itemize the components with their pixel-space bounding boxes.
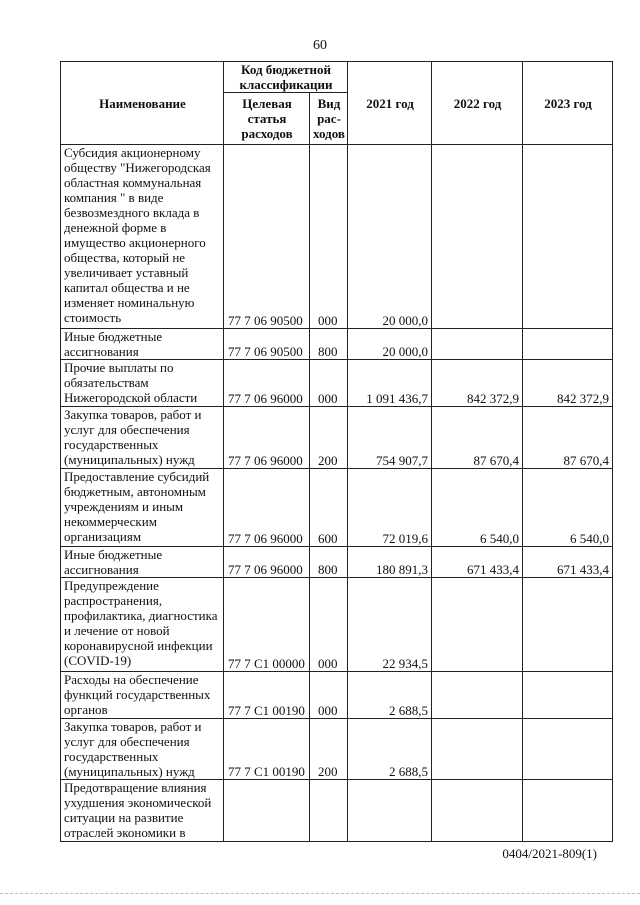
row-value-2023 bbox=[523, 145, 613, 329]
row-value-2023 bbox=[523, 672, 613, 719]
row-value-2021: 754 907,7 bbox=[348, 407, 432, 469]
row-value-2022 bbox=[432, 145, 523, 329]
row-target-article: 77 7 06 96000 bbox=[224, 469, 310, 547]
row-value-2022: 842 372,9 bbox=[432, 360, 523, 407]
header-2022: 2022 год bbox=[432, 62, 523, 145]
row-value-2022 bbox=[432, 672, 523, 719]
row-value-2021: 20 000,0 bbox=[348, 329, 432, 360]
row-value-2022: 87 670,4 bbox=[432, 407, 523, 469]
row-name: Прочие выплаты по обязательствам Нижегородской области bbox=[61, 360, 224, 407]
row-target-article: 77 7 C1 00000 bbox=[224, 578, 310, 672]
table-row bbox=[61, 145, 613, 329]
row-value-2023 bbox=[523, 329, 613, 360]
table-row bbox=[61, 672, 613, 719]
budget-table bbox=[60, 61, 613, 842]
row-target-article: 77 7 06 96000 bbox=[224, 547, 310, 578]
header-2023: 2023 год bbox=[523, 62, 613, 145]
table-row bbox=[61, 780, 613, 842]
header-target-article: Целевая статья расходов bbox=[224, 93, 310, 145]
row-name: Иные бюджетные ассигнования bbox=[61, 329, 224, 360]
row-target-article: 77 7 06 90500 bbox=[224, 145, 310, 329]
row-expense-kind: 600 bbox=[310, 469, 348, 547]
table-row bbox=[61, 547, 613, 578]
header-2021: 2021 год bbox=[348, 62, 432, 145]
row-target-article bbox=[224, 780, 310, 842]
row-value-2023 bbox=[523, 719, 613, 780]
table-row bbox=[61, 407, 613, 469]
row-name: Закупка товаров, работ и услуг для обеспечения государственных (муниципальных) нужд bbox=[61, 719, 224, 780]
row-name: Субсидия акционерному обществу "Нижегородская областная коммунальная компания " в виде безвозмездного вклада в денежной форме в имущество акционерного общества, который не увеличивает уставный капитал общества и не изменяет номинальную стоимость bbox=[61, 145, 224, 329]
row-value-2022 bbox=[432, 719, 523, 780]
document-code: 0404/2021-809(1) bbox=[502, 846, 597, 861]
row-value-2021: 2 688,5 bbox=[348, 672, 432, 719]
row-value-2023: 6 540,0 bbox=[523, 469, 613, 547]
row-name: Иные бюджетные ассигнования bbox=[61, 547, 224, 578]
row-expense-kind: 200 bbox=[310, 719, 348, 780]
header-code-group: Код бюджетной классификации bbox=[224, 62, 348, 93]
table-row bbox=[61, 360, 613, 407]
row-value-2021: 2 688,5 bbox=[348, 719, 432, 780]
page-number: 60 bbox=[313, 38, 327, 53]
row-value-2022 bbox=[432, 329, 523, 360]
row-value-2021: 22 934,5 bbox=[348, 578, 432, 672]
row-value-2023: 842 372,9 bbox=[523, 360, 613, 407]
row-name: Предупреждение распространения, профилактика, диагностика и лечение от новой коронавирусной инфекции (COVID-19) bbox=[61, 578, 224, 672]
row-value-2021: 72 019,6 bbox=[348, 469, 432, 547]
row-expense-kind: 800 bbox=[310, 547, 348, 578]
row-target-article: 77 7 C1 00190 bbox=[224, 672, 310, 719]
row-name: Расходы на обеспечение функций государственных органов bbox=[61, 672, 224, 719]
row-value-2023 bbox=[523, 578, 613, 672]
row-target-article: 77 7 C1 00190 bbox=[224, 719, 310, 780]
row-expense-kind: 200 bbox=[310, 407, 348, 469]
row-target-article: 77 7 06 96000 bbox=[224, 360, 310, 407]
row-value-2022: 671 433,4 bbox=[432, 547, 523, 578]
row-name: Предотвращение влияния ухудшения экономической ситуации на развитие отраслей экономики в bbox=[61, 780, 224, 842]
scan-edge-line bbox=[0, 893, 640, 894]
table-row bbox=[61, 469, 613, 547]
row-expense-kind: 000 bbox=[310, 672, 348, 719]
row-value-2023: 671 433,4 bbox=[523, 547, 613, 578]
row-value-2022 bbox=[432, 578, 523, 672]
row-name: Закупка товаров, работ и услуг для обеспечения государственных (муниципальных) нужд bbox=[61, 407, 224, 469]
row-value-2022 bbox=[432, 780, 523, 842]
header-expense-kind: Вид рас-ходов bbox=[310, 93, 348, 145]
row-expense-kind: 000 bbox=[310, 578, 348, 672]
row-name: Предоставление субсидий бюджетным, автономным учреждениям и иным некоммерческим организациям bbox=[61, 469, 224, 547]
table-row bbox=[61, 719, 613, 780]
row-value-2022: 6 540,0 bbox=[432, 469, 523, 547]
row-value-2021 bbox=[348, 780, 432, 842]
row-target-article: 77 7 06 90500 bbox=[224, 329, 310, 360]
row-expense-kind: 000 bbox=[310, 145, 348, 329]
row-expense-kind: 800 bbox=[310, 329, 348, 360]
row-expense-kind: 000 bbox=[310, 360, 348, 407]
row-expense-kind bbox=[310, 780, 348, 842]
row-value-2023 bbox=[523, 780, 613, 842]
header-name: Наименование bbox=[61, 62, 224, 145]
row-value-2021: 20 000,0 bbox=[348, 145, 432, 329]
row-value-2023: 87 670,4 bbox=[523, 407, 613, 469]
row-target-article: 77 7 06 96000 bbox=[224, 407, 310, 469]
table-row bbox=[61, 578, 613, 672]
row-value-2021: 1 091 436,7 bbox=[348, 360, 432, 407]
table-row bbox=[61, 329, 613, 360]
row-value-2021: 180 891,3 bbox=[348, 547, 432, 578]
